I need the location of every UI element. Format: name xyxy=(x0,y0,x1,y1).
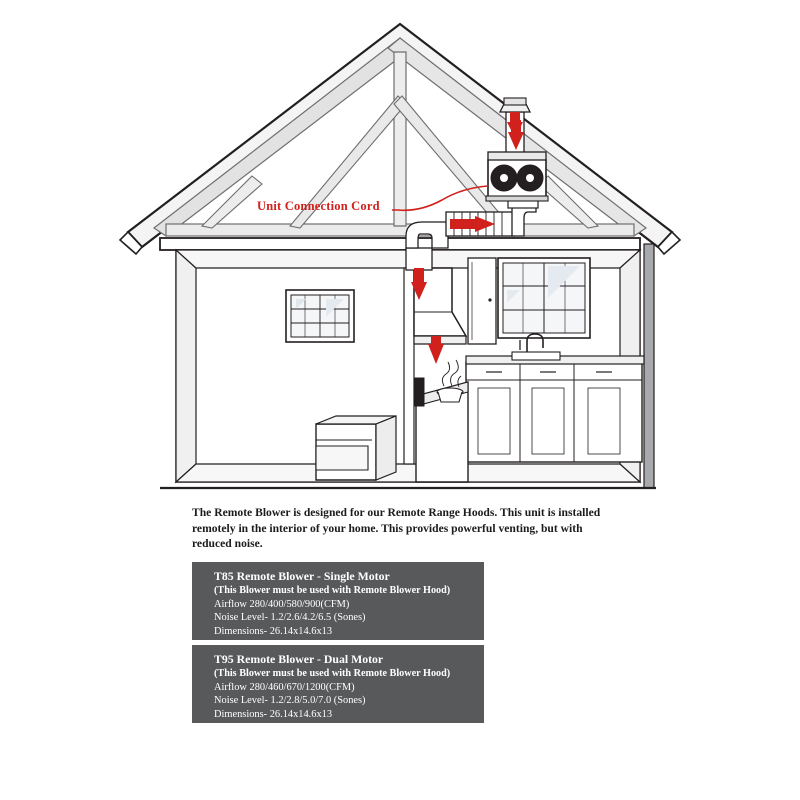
floor-plane xyxy=(176,464,640,482)
left-side-wall xyxy=(176,250,196,482)
description-paragraph: The Remote Blower is designed for our Remote Range Hoods. This unit is installed remotely in the interior of your home. This provides powerful venting, but with reduced noise. xyxy=(192,506,601,550)
spec-box-t85-airflow: Airflow 280/400/580/900(CFM) xyxy=(214,599,350,610)
spec-box-t95-dimensions: Dimensions- 26.14x14.6x13 xyxy=(214,708,333,720)
spec-box-t85-noise: Noise Level- 1.2/2.6/4.2/6.5 (Sones) xyxy=(214,612,366,624)
window-right xyxy=(498,258,590,338)
window-left xyxy=(286,290,354,342)
spec-box-t85-title: T85 Remote Blower - Single Motor xyxy=(214,569,390,583)
blower-hub-right xyxy=(526,174,534,182)
spec-box-t95-airflow: Airflow 280/460/670/1200(CFM) xyxy=(214,682,355,693)
sofa-seat xyxy=(316,446,368,470)
interior-partition-wall xyxy=(404,268,414,464)
ceiling-band xyxy=(160,238,640,250)
spec-box-t95-subtitle: (This Blower must be used with Remote Blower Hood) xyxy=(214,668,451,679)
unit-connection-cord-label: Unit Connection Cord xyxy=(257,199,380,213)
sofa-side xyxy=(376,416,396,480)
truss-king-post xyxy=(394,52,406,226)
blower-base xyxy=(486,196,548,201)
cabinet-knob xyxy=(488,298,491,301)
duct-vertical-lower xyxy=(406,248,432,270)
stove-side-panel xyxy=(414,378,424,406)
exterior-wall-right xyxy=(644,244,654,488)
sink-basin xyxy=(512,352,560,360)
blower-hub-left xyxy=(500,174,508,182)
spec-box-t85-subtitle: (This Blower must be used with Remote Blower Hood) xyxy=(214,585,451,596)
sofa xyxy=(316,416,396,480)
blower-top-plate xyxy=(488,152,546,160)
pot-body xyxy=(438,392,462,402)
spec-box-t85-dimensions: Dimensions- 26.14x14.6x13 xyxy=(214,625,333,637)
spec-box-t95-noise: Noise Level- 1.2/2.8/5.0/7.0 (Sones) xyxy=(214,695,366,707)
remote-blower-unit xyxy=(486,152,548,201)
spec-box-t95-title: T95 Remote Blower - Dual Motor xyxy=(214,652,384,666)
base-cabinets xyxy=(466,362,642,462)
roof-vent-cap-top xyxy=(504,98,526,105)
roof-assembly xyxy=(120,24,680,254)
